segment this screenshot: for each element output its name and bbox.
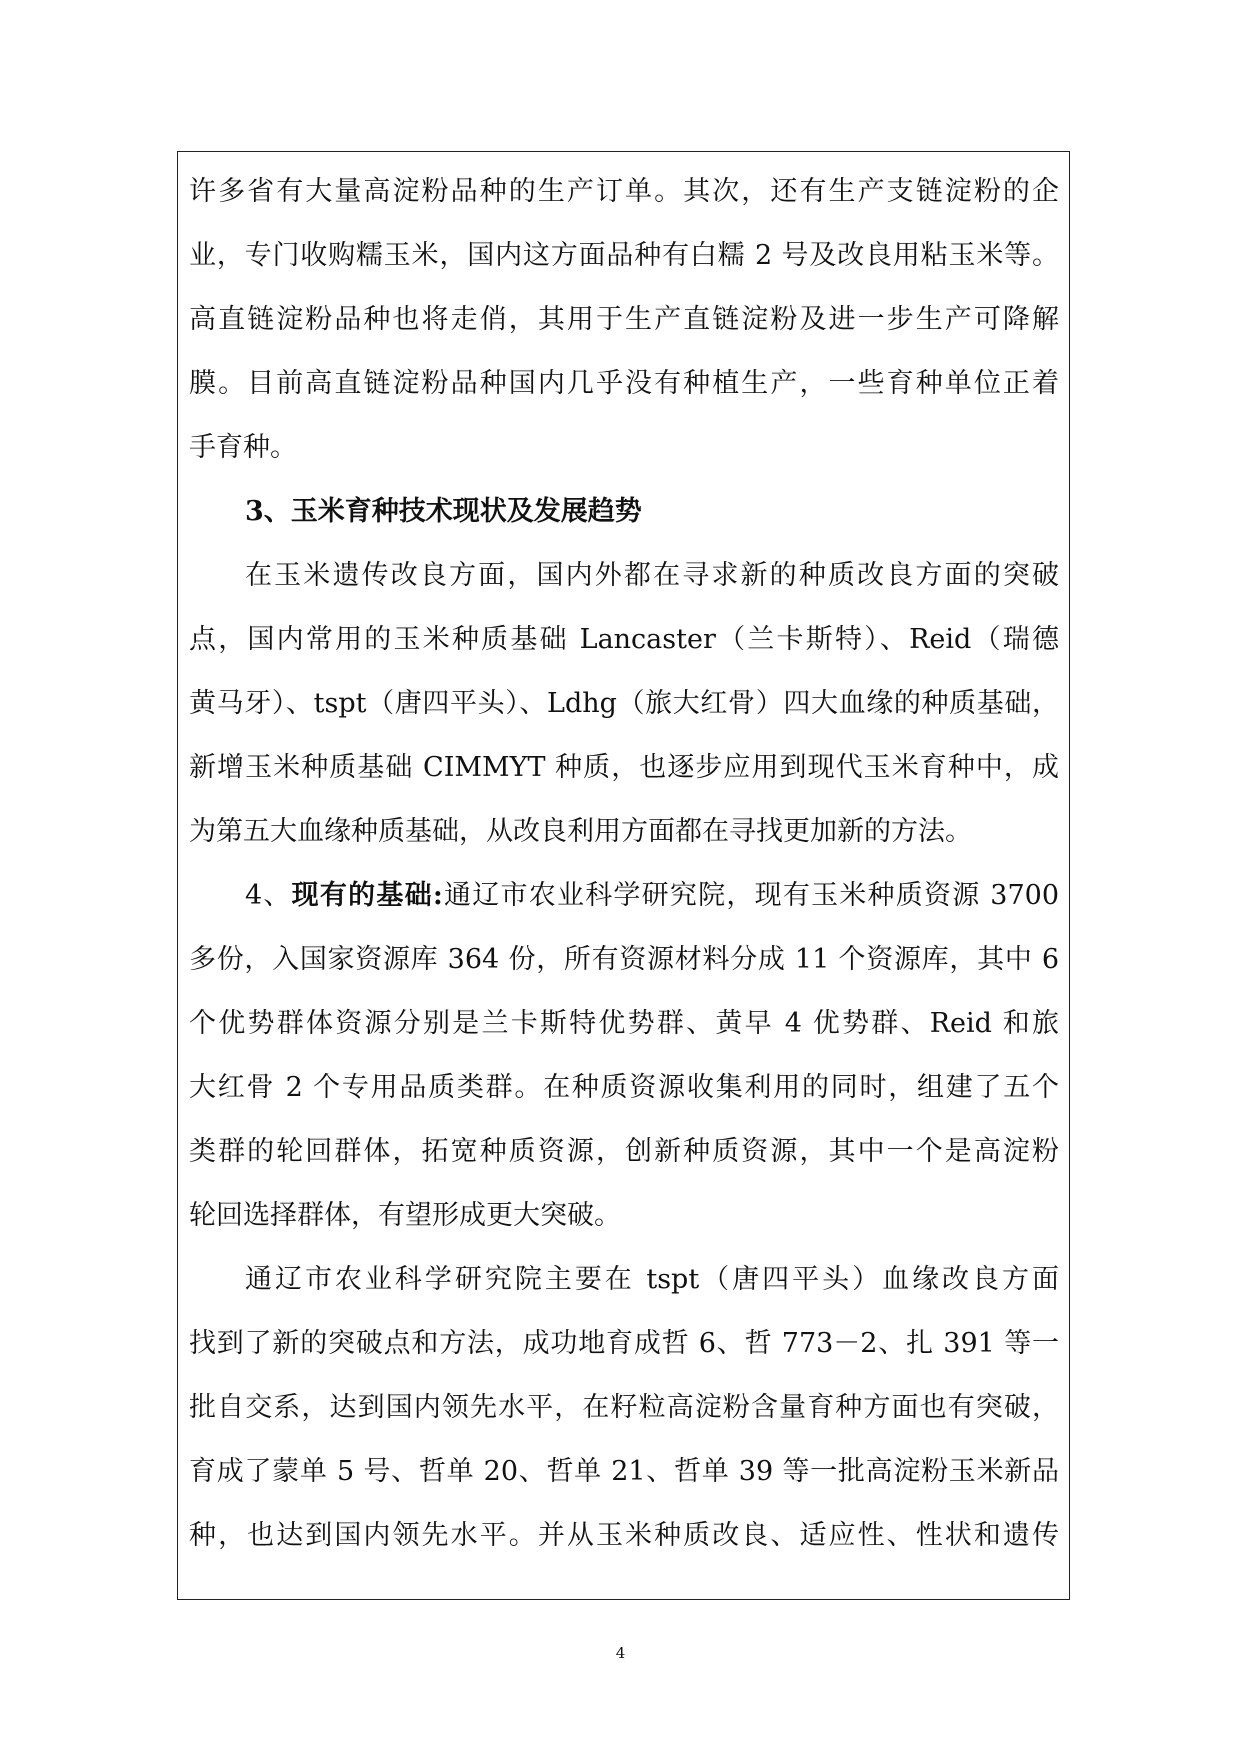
text-line: 膜。目前高直链淀粉品种国内几乎没有种植生产，一些育种单位正着: [189, 368, 1059, 399]
text-line: 育成了蒙单 5 号、哲单 20、哲单 21、哲单 39 等一批高淀粉玉米新品: [189, 1456, 1059, 1487]
page-number: 4: [615, 1644, 626, 1662]
paragraph-breeding-status: [189, 544, 1059, 864]
paragraph-existing-foundation: [189, 864, 1059, 1248]
text-line: 轮回选择群体，有望形成更大突破。: [189, 1200, 621, 1231]
text-line-with-label: [189, 864, 1059, 928]
section-number: 4、: [245, 880, 292, 911]
text-span: 通辽市农业科学研究院，现有玉米种质资源 3700: [442, 880, 1059, 911]
text-line: 在玉米遗传改良方面，国内外都在寻求新的种质改良方面的突破: [245, 560, 1059, 591]
text-line: 手育种。: [189, 432, 297, 463]
text-line: 高直链淀粉品种也将走俏，其用于生产直链淀粉及进一步生产可降解: [189, 304, 1059, 335]
text-line: 通辽市农业科学研究院主要在 tspt（唐四平头）血缘改良方面: [245, 1264, 1059, 1295]
text-line: 新增玉米种质基础 CIMMYT 种质，也逐步应用到现代玉米育种中，成: [189, 752, 1059, 783]
text-line: 黄马牙）、tspt（唐四平头）、Ldhg（旅大红骨）四大血缘的种质基础，: [189, 688, 1059, 719]
text-line: 类群的轮回群体，拓宽种质资源，创新种质资源，其中一个是高淀粉: [189, 1136, 1059, 1167]
section-heading-3: 3、玉米育种技术现状及发展趋势: [245, 496, 642, 527]
paragraph-high-starch-demand: [189, 160, 1059, 480]
text-line: 点，国内常用的玉米种质基础 Lancaster（兰卡斯特）、Reid（瑞德: [189, 624, 1059, 655]
text-line: 批自交系，达到国内领先水平，在籽粒高淀粉含量育种方面也有突破，: [189, 1392, 1059, 1423]
text-line: 多份，入国家资源库 364 份，所有资源材料分成 11 个资源库，其中 6: [189, 944, 1059, 975]
text-line: 大红骨 2 个专用品质类群。在种质资源收集利用的同时，组建了五个: [189, 1072, 1059, 1103]
document-body: [189, 160, 1059, 1568]
text-line: 种，也达到国内领先水平。并从玉米种质改良、适应性、性状和遗传: [189, 1520, 1059, 1551]
text-line: 个优势群体资源分别是兰卡斯特优势群、黄早 4 优势群、Reid 和旅: [189, 1008, 1059, 1039]
text-line: 许多省有大量高淀粉品种的生产订单。其次，还有生产支链淀粉的企: [189, 176, 1059, 207]
text-line: 找到了新的突破点和方法，成功地育成哲 6、哲 773－2、扎 391 等一: [189, 1328, 1059, 1359]
text-line: 业，专门收购糯玉米，国内这方面品种有白糯 2 号及改良用粘玉米等。: [189, 240, 1059, 271]
text-line: 为第五大血缘种质基础，从改良利用方面都在寻找更加新的方法。: [189, 816, 972, 847]
paragraph-tongliao-institute: [189, 1248, 1059, 1568]
bold-label: 现有的基础:: [291, 880, 443, 911]
